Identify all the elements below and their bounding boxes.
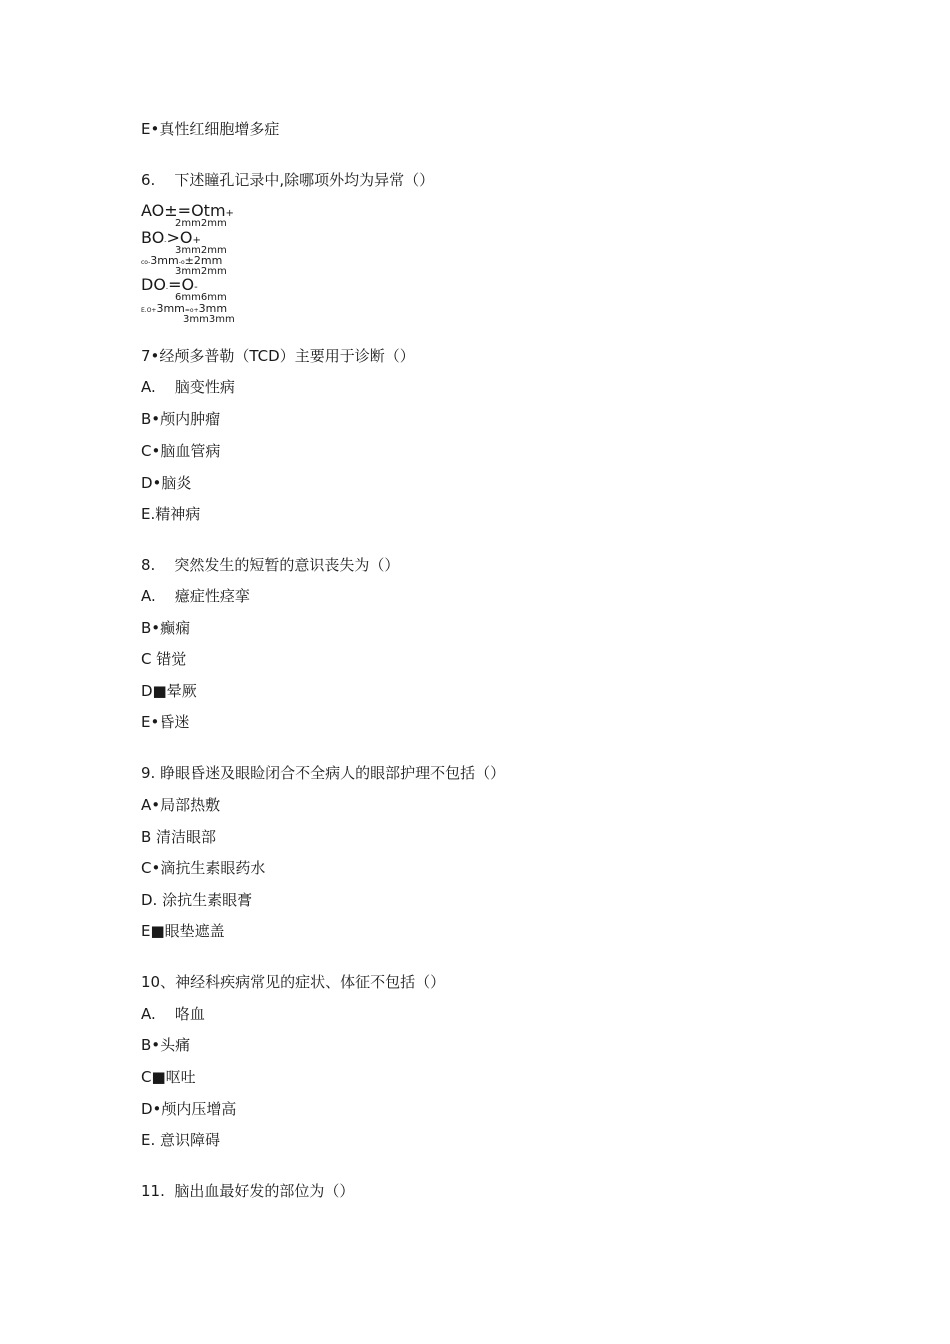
- formula-a: AO±=Otm+: [141, 201, 234, 220]
- option-8a: A. 癔症性痉挛: [141, 587, 250, 605]
- option-8d: D■晕厥: [141, 682, 197, 700]
- option-5e: E•真性红细胞增多症: [141, 120, 280, 138]
- option-9a: A•局部热敷: [141, 796, 221, 814]
- option-9e: E■眼垫遮盖: [141, 922, 225, 940]
- formula-a-sub: 2mm2mm: [175, 218, 227, 229]
- question-6: 6. 下述瞳孔记录中,除哪项外均为异常（）: [141, 171, 435, 189]
- formula-c-sub: 3mm2mm: [175, 266, 227, 277]
- question-9: 9. 睁眼昏迷及眼睑闭合不全病人的眼部护理不包括（）: [141, 764, 506, 782]
- option-10b: B•头痛: [141, 1036, 191, 1054]
- formula-c: co-3mm-o±2mm: [141, 254, 223, 267]
- option-9c: C•滴抗生素眼药水: [141, 859, 266, 877]
- option-10a: A. 咯血: [141, 1005, 205, 1023]
- option-9d: D. 涂抗生素眼膏: [141, 891, 253, 909]
- formula-e: E.O+3mm=o+3mm: [141, 302, 228, 315]
- option-7d: D•脑炎: [141, 474, 192, 492]
- option-10e: E. 意识障碍: [141, 1131, 221, 1149]
- option-8e: E•昏迷: [141, 713, 190, 731]
- option-7a: A. 脑变性病: [141, 378, 235, 396]
- option-9b: B 清洁眼部: [141, 828, 217, 846]
- question-8: 8. 突然发生的短暂的意识丧失为（）: [141, 556, 400, 574]
- option-7b: B•颅内肿瘤: [141, 410, 221, 428]
- question-10: 10、神经科疾病常见的症状、体征不包括（）: [141, 973, 446, 991]
- option-7e: E.精神病: [141, 505, 201, 523]
- formula-b: BO->O+: [141, 228, 201, 247]
- question-11: 11. 脑出血最好发的部位为（）: [141, 1182, 355, 1200]
- formula-e-sub: 3mm3mm: [183, 314, 235, 325]
- formula-b-sub: 3mm2mm: [175, 245, 227, 256]
- option-7c: C•脑血管病: [141, 442, 221, 460]
- question-7: 7•经颅多普勒（TCD）主要用于诊断（）: [141, 347, 415, 365]
- option-10c: C■呕吐: [141, 1068, 196, 1086]
- option-8c: C 错觉: [141, 650, 187, 668]
- option-8b: B•癫痫: [141, 619, 191, 637]
- formula-d: DO-=O-: [141, 275, 198, 294]
- option-10d: D•颅内压增高: [141, 1100, 237, 1118]
- formula-d-sub: 6mm6mm: [175, 292, 227, 303]
